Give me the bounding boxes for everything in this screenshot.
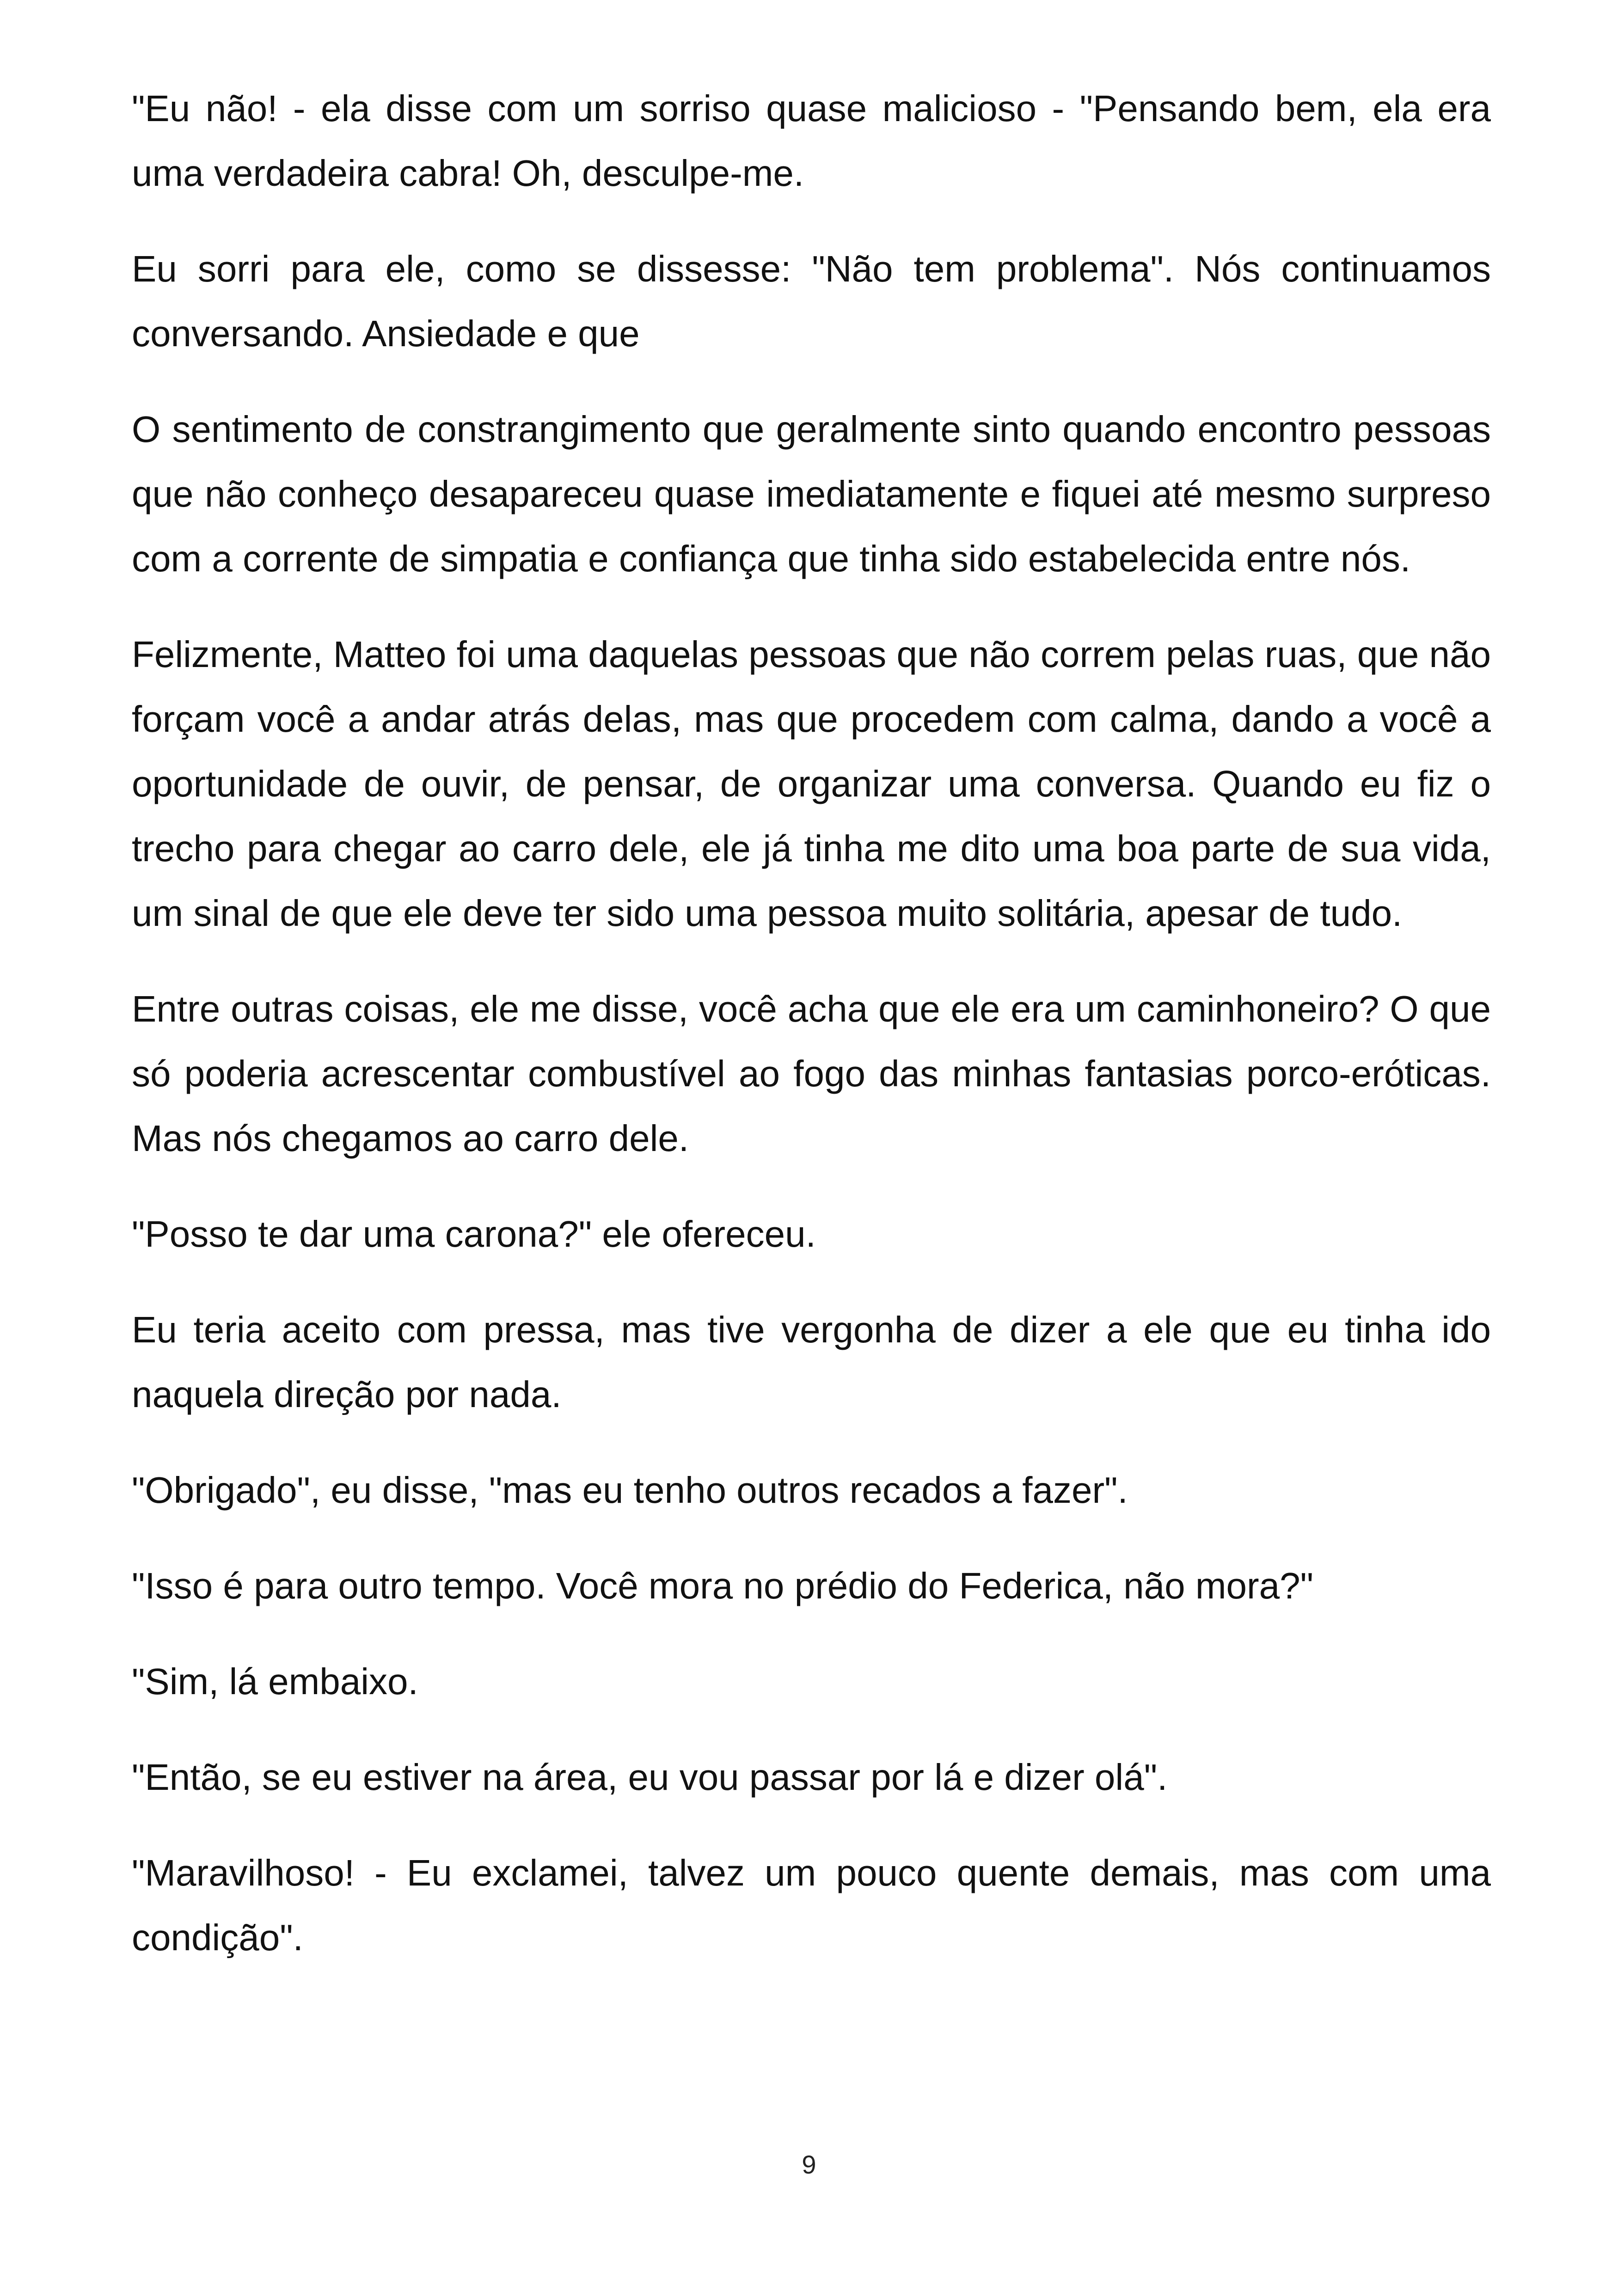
paragraph: "Eu não! - ela disse com um sorriso quase malicioso - "Pensando bem, ela era uma verdadeira cabra! Oh, desculpe-me. [132,88,1491,194]
paragraph: O sentimento de constrangimento que geralmente sinto quando encontro pessoas que não conheço desapareceu quase imediatamente e fiquei até mesmo surpreso com a corrente de simpatia e confiança que tinha sido estabelecida entre nós. [132,409,1491,579]
paragraph: Eu sorri para ele, como se dissesse: "Não tem problema". Nós continuamos conversando. Ansiedade e que [132,248,1491,354]
body-text [132,76,1491,2001]
paragraph: "Obrigado", eu disse, "mas eu tenho outros recados a fazer". [132,1469,1128,1511]
paragraph: "Posso te dar uma carona?" ele ofereceu. [132,1213,816,1255]
paragraph: "Sim, lá embaixo. [132,1661,418,1702]
paragraph: "Maravilhoso! - Eu exclamei, talvez um pouco quente demais, mas com uma condição". [132,1852,1491,1958]
paragraph: Eu teria aceito com pressa, mas tive vergonha de dizer a ele que eu tinha ido naquela direção por nada. [132,1309,1491,1415]
page-number: 9 [802,2150,816,2179]
paragraph: Felizmente, Matteo foi uma daquelas pessoas que não correm pelas ruas, que não forçam você a andar atrás delas, mas que procedem com calma, dando a você a oportunidade de ouvir, de pensar, de organizar uma conversa. Quando eu fiz o trecho para chegar ao carro dele, ele já tinha me dito uma boa parte de sua vida, um sinal de que ele deve ter sido uma pessoa muito solitária, apesar de tudo. [132,634,1491,934]
paragraph: "Isso é para outro tempo. Você mora no prédio do Federica, não mora?" [132,1565,1314,1606]
paragraph: Entre outras coisas, ele me disse, você acha que ele era um caminhoneiro? O que só poderia acrescentar combustível ao fogo das minhas fantasias porco-eróticas. Mas nós chegamos ao carro dele. [132,988,1491,1159]
paragraph: "Então, se eu estiver na área, eu vou passar por lá e dizer olá". [132,1757,1168,1798]
